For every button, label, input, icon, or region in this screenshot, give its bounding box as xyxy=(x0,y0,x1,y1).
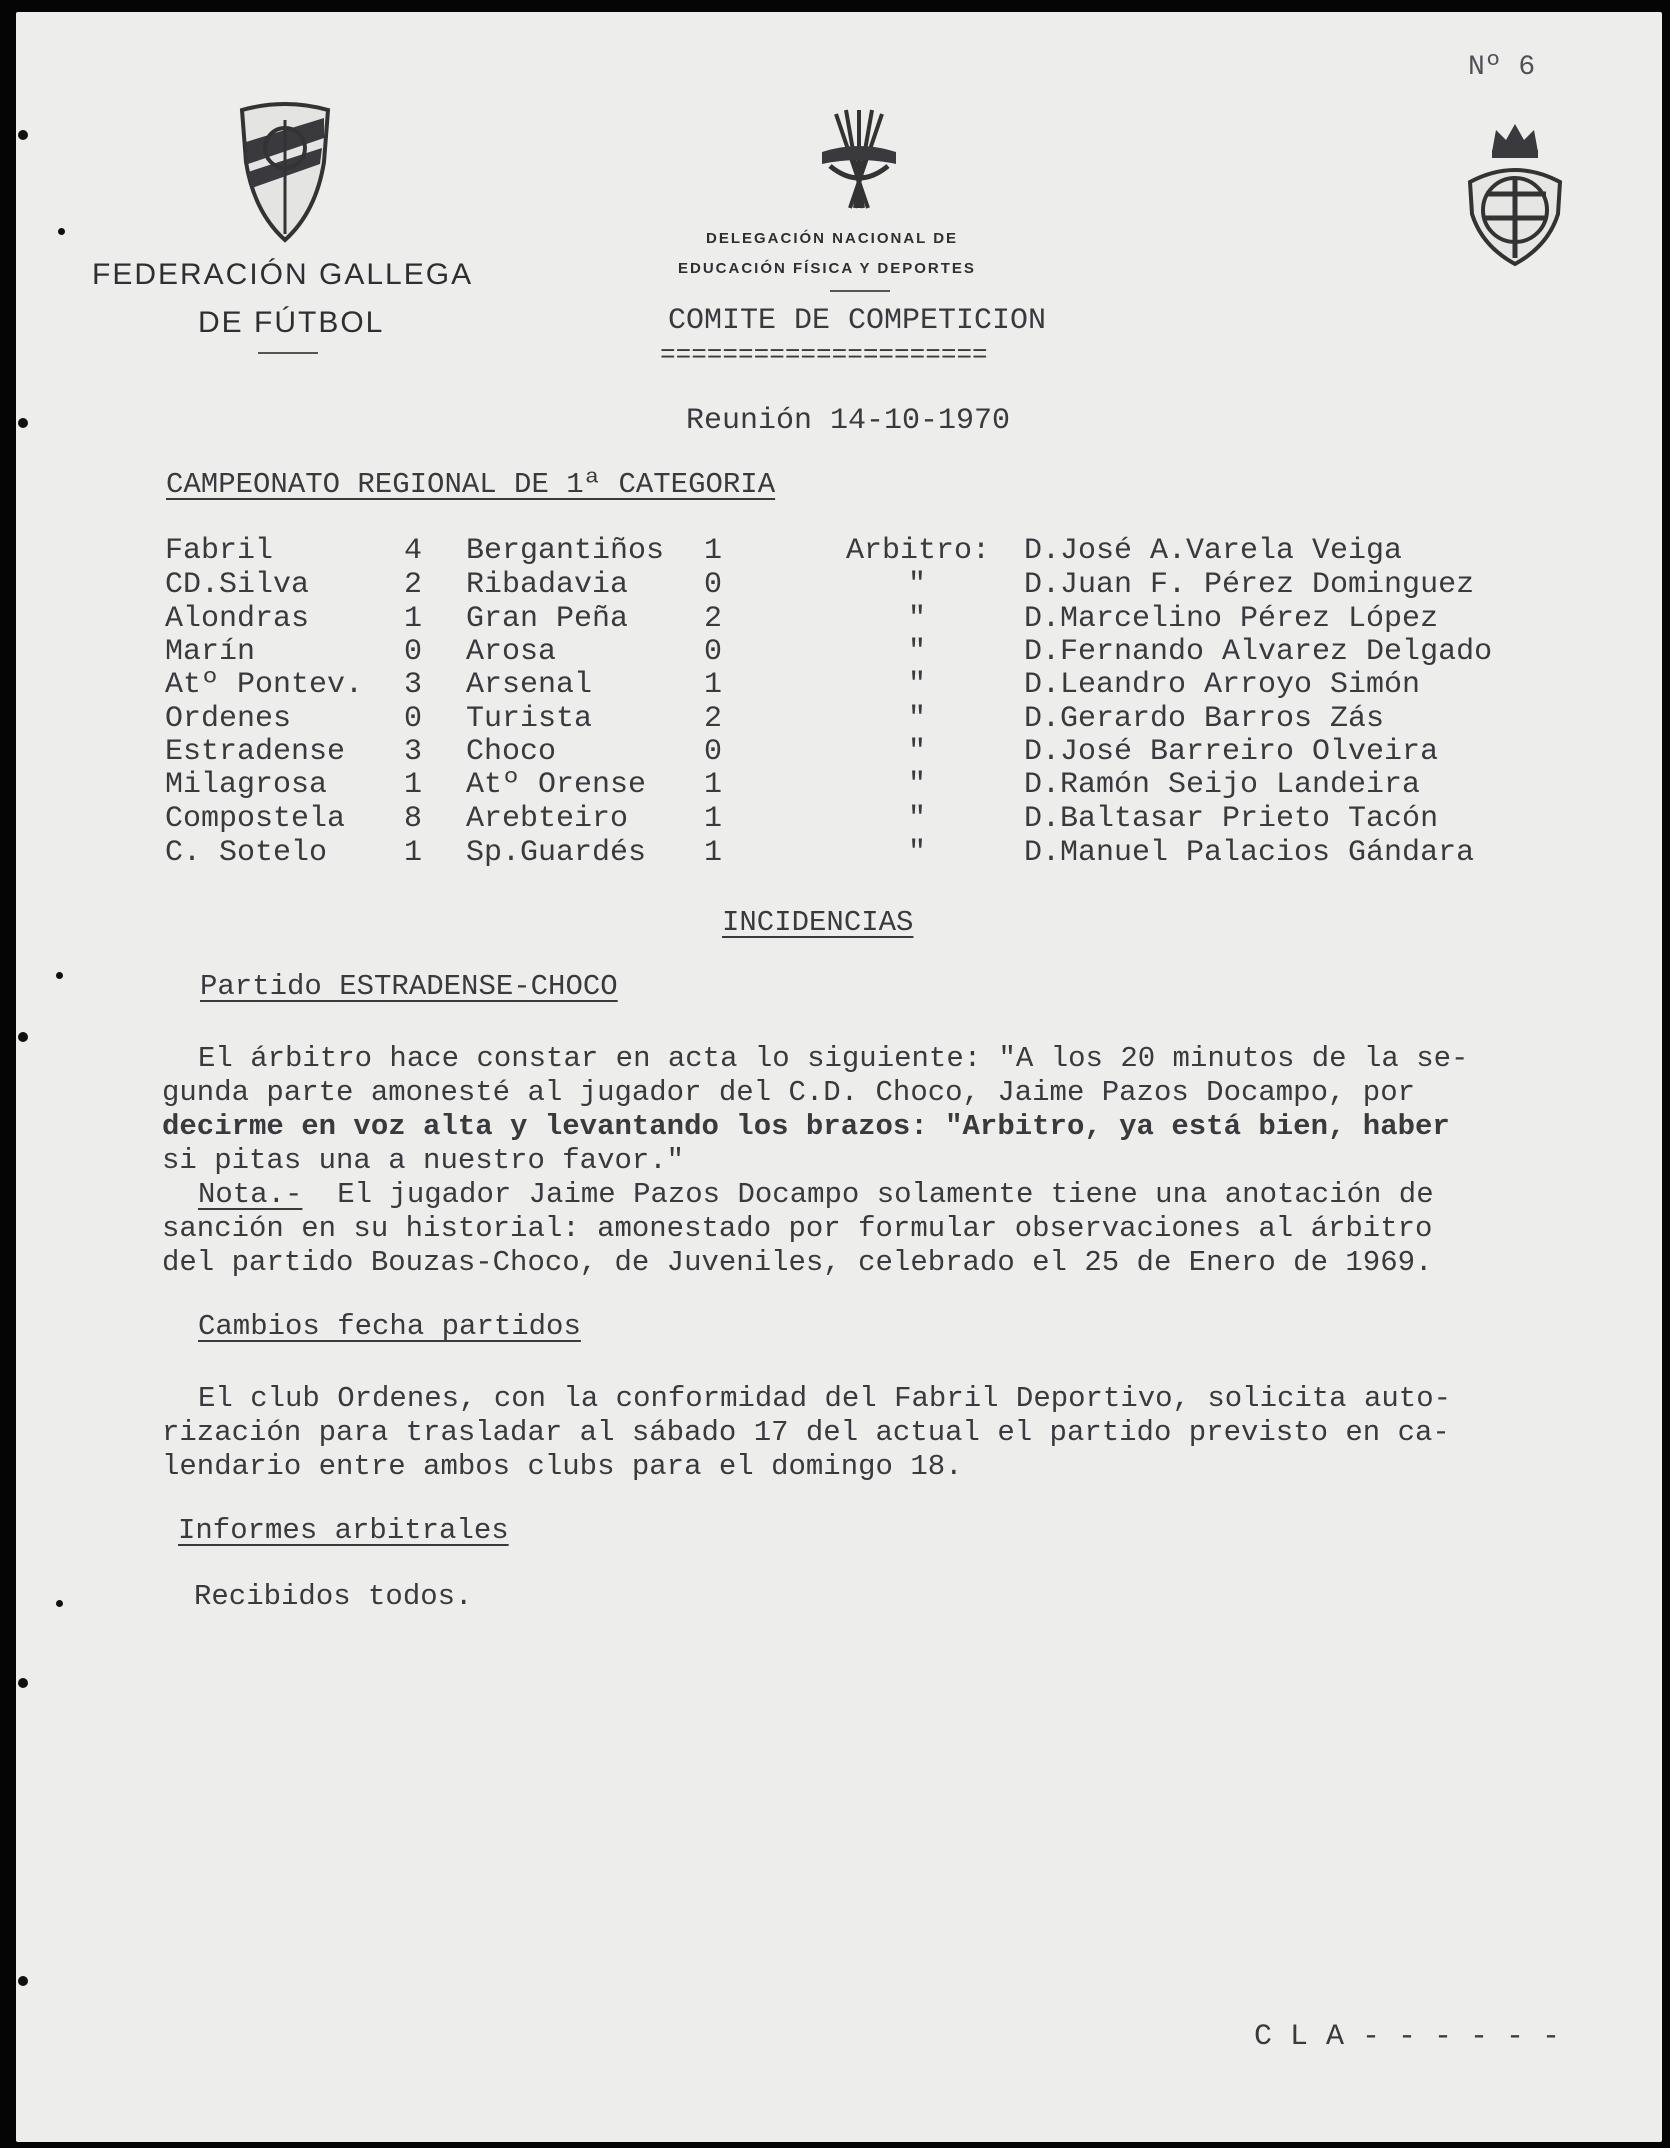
note-text: El jugador Jaime Pazos Docampo solamente tiene una anotación de xyxy=(302,1178,1434,1211)
note-line: del partido Bouzas-Choco, de Juveniles, celebrado el 25 de Enero de 1969. xyxy=(162,1246,1433,1279)
home-goals: 2 xyxy=(404,568,423,602)
home-team: Marín xyxy=(165,635,256,669)
punch-mark xyxy=(58,228,65,235)
away-goals: 1 xyxy=(704,802,723,836)
incident-line: decirme en voz alta y levantando los brazos: "Arbitro, ya está bien, haber xyxy=(162,1110,1450,1143)
punch-mark xyxy=(18,1032,28,1042)
home-goals: 0 xyxy=(404,635,423,669)
home-team: Ordenes xyxy=(165,702,292,736)
referee-name: D.Ramón Seijo Landeira xyxy=(1024,768,1421,802)
incident-line: gunda parte amonesté al jugador del C.D. Choco, Jaime Pazos Docampo, por xyxy=(162,1076,1416,1109)
away-goals: 1 xyxy=(704,668,723,702)
referee-name: D.Leandro Arroyo Simón xyxy=(1024,668,1421,702)
referee-label: " xyxy=(908,702,927,736)
footer-code: C L A - - - - - - xyxy=(1254,2020,1561,2054)
away-team: Turista xyxy=(466,702,593,736)
away-goals: 0 xyxy=(704,568,723,602)
referee-label: " xyxy=(908,836,927,870)
away-team: Choco xyxy=(466,735,557,769)
away-goals: 2 xyxy=(704,702,723,736)
date-changes-line: El club Ordenes, con la conformidad del Fabril Deportivo, solicita auto- xyxy=(198,1382,1452,1415)
home-goals: 3 xyxy=(404,735,423,769)
date-changes-line: rización para trasladar al sábado 17 del actual el partido previsto en ca- xyxy=(162,1416,1450,1449)
referee-label: " xyxy=(908,735,927,769)
away-goals: 1 xyxy=(704,534,723,568)
referee-label: " xyxy=(908,802,927,836)
meeting-date: Reunión 14-10-1970 xyxy=(686,404,1011,438)
away-team: Arosa xyxy=(466,635,557,669)
federation-name-line2: DE FÚTBOL xyxy=(198,306,385,339)
home-goals: 0 xyxy=(404,702,423,736)
home-goals: 1 xyxy=(404,836,423,870)
referee-name: D.Juan F. Pérez Dominguez xyxy=(1024,568,1475,602)
away-goals: 0 xyxy=(704,735,723,769)
delegation-name-line2: EDUCACIÓN FÍSICA Y DEPORTES xyxy=(678,260,976,277)
home-team: Fabril xyxy=(165,534,274,568)
referee-label: " xyxy=(908,568,927,602)
away-team: Gran Peña xyxy=(466,602,629,636)
home-goals: 1 xyxy=(404,768,423,802)
note-line: sanción en su historial: amonestado por formular observaciones al árbitro xyxy=(162,1212,1433,1245)
referee-name: D.Fernando Alvarez Delgado xyxy=(1024,635,1493,669)
committee-title: COMITE DE COMPETICION xyxy=(668,304,1047,338)
referee-reports-text: Recibidos todos. xyxy=(194,1580,473,1613)
away-goals: 1 xyxy=(704,836,723,870)
punch-mark xyxy=(18,418,28,428)
away-team: Sp.Guardés xyxy=(466,836,647,870)
home-goals: 4 xyxy=(404,534,423,568)
divider xyxy=(830,290,890,292)
away-goals: 0 xyxy=(704,635,723,669)
referee-name: D.Manuel Palacios Gándara xyxy=(1024,836,1475,870)
referee-label: " xyxy=(908,668,927,702)
punch-mark xyxy=(56,972,63,979)
referee-label: Arbitro: xyxy=(846,534,991,568)
home-team: Estradense xyxy=(165,735,346,769)
home-team: C. Sotelo xyxy=(165,836,328,870)
home-goals: 1 xyxy=(404,602,423,636)
home-team: CD.Silva xyxy=(165,568,310,602)
punch-mark xyxy=(56,1600,63,1607)
referee-name: D.Baltasar Prieto Tacón xyxy=(1024,802,1439,836)
delegation-name: DELEGACIÓN NACIONAL DE xyxy=(706,230,959,247)
away-team: Ribadavia xyxy=(466,568,629,602)
home-team: Atº Pontev. xyxy=(165,668,364,702)
incident-line: El árbitro hace constar en acta lo siguiente: "A los 20 minutos de la se- xyxy=(198,1042,1469,1075)
home-team: Milagrosa xyxy=(165,768,328,802)
referee-reports-heading: Informes arbitrales xyxy=(178,1514,509,1547)
home-team: Compostela xyxy=(165,802,346,836)
referee-name: D.José A.Varela Veiga xyxy=(1024,534,1403,568)
incident-line: si pitas una a nuestro favor." xyxy=(162,1144,685,1177)
championship-heading: CAMPEONATO REGIONAL DE 1ª CATEGORIA xyxy=(166,468,776,501)
crown-crest-logo xyxy=(1462,118,1568,268)
punch-mark xyxy=(18,130,28,140)
note-label: Nota.- xyxy=(198,1178,303,1211)
away-goals: 2 xyxy=(704,602,723,636)
incidents-heading: INCIDENCIAS xyxy=(722,906,914,939)
committee-title-underline: ===================== xyxy=(660,340,988,370)
note-line xyxy=(198,1178,1434,1212)
match-heading: Partido ESTRADENSE-CHOCO xyxy=(200,970,618,1003)
punch-mark xyxy=(18,1976,28,1986)
document-number: Nº 6 xyxy=(1468,52,1536,83)
away-team: Arsenal xyxy=(466,668,593,702)
yoke-and-arrows-emblem xyxy=(816,106,902,212)
divider xyxy=(258,352,318,354)
federation-shield-logo xyxy=(236,102,334,244)
referee-name: D.José Barreiro Olveira xyxy=(1024,735,1439,769)
punch-mark xyxy=(18,1678,28,1688)
referee-label: " xyxy=(908,768,927,802)
date-changes-heading: Cambios fecha partidos xyxy=(198,1310,581,1343)
away-team: Bergantiños xyxy=(466,534,665,568)
federation-name: FEDERACIÓN GALLEGA xyxy=(92,258,474,291)
referee-label: " xyxy=(908,602,927,636)
away-team: Arebteiro xyxy=(466,802,629,836)
home-goals: 8 xyxy=(404,802,423,836)
date-changes-line: lendario entre ambos clubs para el domingo 18. xyxy=(162,1450,963,1483)
home-goals: 3 xyxy=(404,668,423,702)
away-goals: 1 xyxy=(704,768,723,802)
referee-name: D.Gerardo Barros Zás xyxy=(1024,702,1385,736)
referee-label: " xyxy=(908,635,927,669)
away-team: Atº Orense xyxy=(466,768,647,802)
referee-name: D.Marcelino Pérez López xyxy=(1024,602,1439,636)
home-team: Alondras xyxy=(165,602,310,636)
